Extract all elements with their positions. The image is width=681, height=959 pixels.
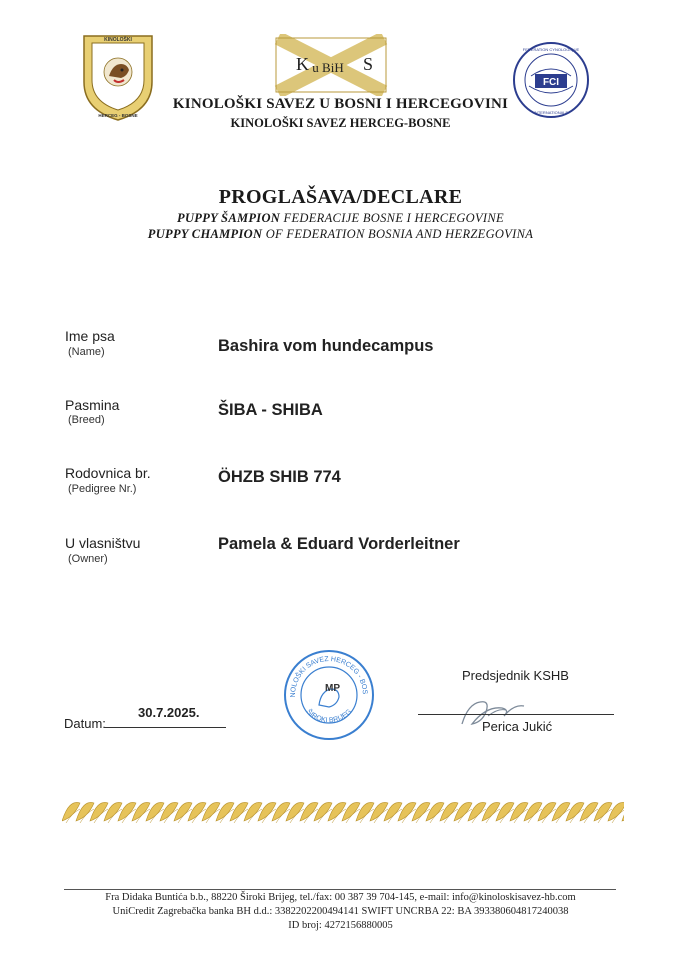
president-name: Perica Jukić xyxy=(482,719,553,734)
date-label: Datum: xyxy=(64,716,106,731)
svg-text:HERCEG - BOSNE: HERCEG - BOSNE xyxy=(98,113,138,118)
svg-text:FCI: FCI xyxy=(542,77,560,88)
footer-rule xyxy=(64,889,616,890)
field-label-breed: Pasmina xyxy=(65,397,120,413)
date-value: 30.7.2025. xyxy=(138,705,200,720)
title-subline-english-rest: OF FEDERATION BOSNIA AND HERZEGOVINA xyxy=(262,227,534,241)
svg-text:MP: MP xyxy=(325,683,340,694)
svg-text:KINOLOŠKI SAVEZ HERCEG - BOSNE: NOLOŠKI SAVEZ HERCEG - BOS xyxy=(289,655,369,698)
field-label-owner: U vlasništvu xyxy=(65,535,141,551)
title-subline-english-bold: PUPPY CHAMPION xyxy=(147,227,263,241)
svg-text:ŠIROKI BRIJEG: ŠIROKI BRIJEG xyxy=(304,708,354,725)
field-sublabel-pedigree: (Pedigree Nr.) xyxy=(68,483,137,495)
signature-line xyxy=(418,714,614,715)
footer-id: ID broj: 4272156880005 xyxy=(288,920,393,931)
svg-text:FEDERATION CYNOLOGIQUE: FEDERATION CYNOLOGIQUE xyxy=(522,47,580,52)
decorative-gold-border xyxy=(62,797,624,827)
footer-address: Fra Didaka Buntića b.b., 88220 Široki Brijeg, tel./fax: 00 387 39 704-145, e-mail: info@kinoloskisavez-hb.com xyxy=(105,892,576,903)
field-value-pedigree: ÖHZB SHIB 774 xyxy=(218,468,341,486)
title-subline-local-bold: PUPPY ŠAMPION xyxy=(177,211,281,225)
kubihs-logo xyxy=(272,34,390,96)
title-subline-local xyxy=(0,211,681,226)
date-line xyxy=(104,727,226,728)
field-sublabel-name: (Name) xyxy=(68,346,105,358)
org-name-primary: KINOLOŠKI SAVEZ U BOSNI I HERCEGOVINI xyxy=(172,96,509,112)
field-value-name: Bashira vom hundecampus xyxy=(218,337,434,355)
svg-text:KINOLOŠKI: KINOLOŠKI xyxy=(104,37,132,43)
field-sublabel-owner: (Owner) xyxy=(68,553,108,565)
org-name-secondary: KINOLOŠKI SAVEZ HERCEG-BOSNE xyxy=(230,116,451,130)
document-title: PROGLAŠAVA/DECLARE xyxy=(218,186,463,208)
svg-text:INTERNATIONALE: INTERNATIONALE xyxy=(533,110,569,115)
official-stamp xyxy=(281,647,377,743)
field-label-pedigree: Rodovnica br. xyxy=(65,465,151,481)
logo-letter-k: K xyxy=(296,54,309,74)
field-sublabel-breed: (Breed) xyxy=(68,414,105,426)
field-value-breed: ŠIBA - SHIBA xyxy=(218,401,323,419)
field-label-name: Ime psa xyxy=(65,328,115,344)
field-value-owner: Pamela & Eduard Vorderleitner xyxy=(218,535,460,553)
svg-text:u BiH: u BiH xyxy=(312,60,344,75)
president-title: Predsjednik KSHB xyxy=(462,668,569,683)
title-subline-english xyxy=(0,227,681,242)
footer-bank: UniCredit Zagrebačka banka BH d.d.: 3382202200494141 SWIFT UNCRBA 22: BA 393380604817240038 xyxy=(112,906,569,917)
svg-text:S: S xyxy=(362,54,374,74)
title-subline-local-rest: FEDERACIJE BOSNE I HERCEGOVINE xyxy=(280,211,504,225)
